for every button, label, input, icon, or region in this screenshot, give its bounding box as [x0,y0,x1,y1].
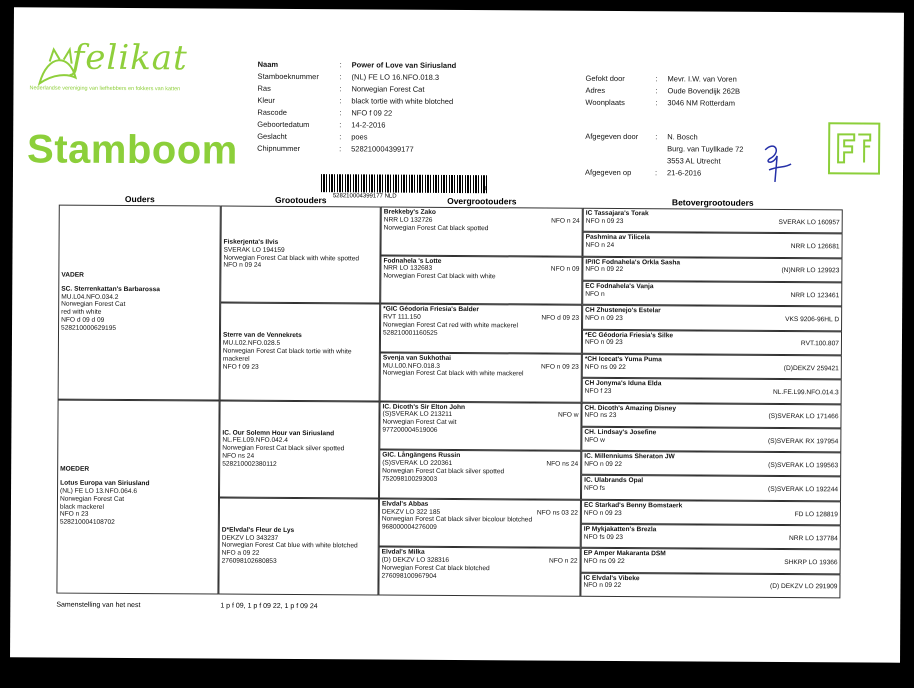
great-great-grandparent-cell [581,451,841,477]
great-grandparent-code: NFO n 09 23 [541,363,579,371]
grandparent-line: Norwegian Forest Cat black tortie with white mackerel [222,347,352,363]
great-grandparent-desc: Norwegian Forest Cat red with white mackerel [383,321,518,330]
great-grandparent-name: Brekkeby's Zako [383,208,436,216]
great-grandparent-cell [379,450,581,500]
ggg-name: Pashmina av Tilicela [585,234,651,242]
great-great-grandparent-cell [582,305,842,331]
parent-line: 528210000629195 [61,324,117,332]
great-grandparent-reg: RVT 111.150 [383,313,421,321]
great-grandparent-reg: NRR LO 132683 [383,264,433,273]
grandparent-line: DEKZV LO 343237 [221,534,279,542]
ggg-name: IC Elvdal's Vibeke [583,574,640,582]
ggg-name: IC Tassajara's Torak [585,209,649,218]
ggg-regline [584,534,838,543]
ggg-regline [584,485,838,494]
ggg-reg: NRR LO 123461 [790,291,840,300]
great-great-grandparent-cell [581,475,841,501]
ggg-name: EC Starkad's Benny Bomstaerk [583,501,683,510]
great-grandparent-code: NFO n 24 [551,217,580,225]
breeder-info-key: Woonplaats [585,97,625,108]
ggg-name: CH. Lindsay's Josefine [584,428,657,437]
grandparent-name: D*Elvdal's Fleur de Lys [221,526,295,534]
cat-info-row: Stamboeknummer : (NL) FE LO 16.NFO.018.3 [257,71,440,82]
great-grandparent-cell [379,498,581,548]
logo-wordmark: felikat [71,37,188,79]
issued-by-city: 3553 AL Utrecht [667,156,721,166]
parent-line: black mackerel [59,503,104,511]
grandparent-cell [220,303,381,401]
ggg-reg: SVERAK LO 160957 [778,218,840,227]
great-grandparent-desc: Norwegian Forest Cat black with white [383,272,496,281]
great-great-grandparent-cell [582,281,842,307]
great-grandparent-name: Svenja van Sukhothai [382,354,452,362]
great-grandparent-reg: MU.L00.NFO.018.3 [382,362,441,370]
great-great-grandparent-cell [581,500,841,526]
cat-info-key: Naam [257,59,279,69]
ggg-regline [583,582,837,591]
great-great-grandparent-cell [582,329,842,355]
ggg-regline [585,266,839,275]
great-great-grandparent-cell [581,548,841,574]
ggg-regline [584,461,838,470]
great-grandparent-name: Fodnahela 's Lotte [383,257,442,265]
ggg-code: NFO n 09 22 [585,266,624,274]
grandparent-name: Sterre van de Vennekrets [222,331,302,340]
great-grandparent-code: NFO ns 24 [546,460,579,468]
grandparent-name: Fiskerjenta's Ilvis [223,238,279,246]
cat-info-row: Chipnummer : 528210004399177 [257,143,414,154]
grandparent-name: IC. Our Solemn Hour van Siriusland [222,429,335,437]
chip-barcode [321,174,489,193]
great-grandparent-chip: 752098100293003 [382,475,438,483]
ggg-reg: NRR LO 126681 [790,243,840,251]
ggg-reg: (S)SVERAK LO 192244 [768,486,839,494]
breeder-info-row: Gefokt door : Mevr. I.W. van Voren [585,73,737,84]
ggg-code: NFO w [584,436,605,444]
great-great-grandparent-cell [583,208,843,234]
ggg-reg: RVT.100.807 [800,340,839,348]
parent-role: MOEDER [60,466,90,474]
parent-name: Lotus Europa van Siriusland [60,479,150,488]
great-grandparent-code: NFO ns 03 22 [536,509,578,517]
ggg-code: NFO n 09 23 [585,314,623,323]
parent-line: NFO n 23 [59,511,89,519]
barcode-text: 528210004399177 NLD [332,193,397,200]
grandparent-line: Norwegian Forest Cat black with white spotted [223,254,360,263]
ggg-code: NFO n 24 [585,241,615,250]
cat-info-key: Ras [257,83,271,93]
ggg-regline [584,509,838,518]
ggg-regline [584,436,838,445]
great-grandparent-reg: (S)SVERAK LO 220361 [382,459,453,467]
col-great-grandparents: Overgrootouders [447,195,517,207]
grandparent-line: Norwegian Forest Cat black silver spotted [222,444,345,453]
great-grandparent-desc: Norwegian Forest Cat black silver bicolour blotched [381,515,533,524]
great-grandparent-desc: Norwegian Forest Cat black silver spotted [382,467,505,476]
great-great-grandparent-cell [581,524,841,550]
grandparent-line: MU.L02.NFO.028.5 [222,339,281,348]
cat-info-key: Geslacht [257,131,287,141]
ggg-regline [585,339,839,348]
great-grandparent-name: IC. Dicoth's Sir Elton John [382,403,466,411]
ggg-reg: (D) DEKZV LO 291909 [770,583,838,591]
cat-info-value: Norwegian Forest Cat [351,84,425,94]
great-grandparent-desc: Norwegian Forest Cat black with white mackerel [382,370,524,378]
great-great-grandparent-cell [582,232,842,258]
cat-info-key: Stamboeknummer [257,71,319,82]
great-great-grandparent-cell [582,256,842,282]
parent-line: Norwegian Forest Cat [59,495,125,503]
ggg-reg: (S)SVERAK LO 199563 [768,461,839,470]
great-great-grandparent-cell [581,427,841,453]
breeder-info-row: Woonplaats : 3046 NM Rotterdam [585,97,735,108]
page-title: Stamboom [26,127,238,173]
grandparent-line: NFO f 09 23 [222,363,259,371]
grandparent-line: NFO ns 24 [222,452,255,460]
ef-logo-icon [828,122,880,174]
parent-line: red with white [61,308,102,316]
issued-by: Afgegeven door : N. Bosch Burg. van Tuyllkade 72 3553 AL Utrecht [585,131,744,166]
signature-icon [755,140,795,184]
grandparent-line: NL.FE.L09.NFO.042.4 [222,436,288,445]
parent-line: NFO d 09 d 09 [61,316,105,324]
great-grandparent-reg: (S)SVERAK LO 213211 [382,410,453,419]
ggg-name: EP Amper Makaranta DSM [583,550,666,558]
parent-line: MU.L04.NFO.034.2 [61,293,119,301]
issued-by-label: Afgegeven door [585,131,639,142]
breeder-info-value: Mevr. I.W. van Voren [667,74,737,84]
ggg-regline [584,558,838,567]
great-grandparent-cell [380,304,582,354]
pedigree-document [10,7,904,662]
ggg-code: NFO fs [584,485,605,493]
parent-line: (NL) FE LO 13.NFO.064.6 [60,487,138,496]
ggg-reg: FD LO 128819 [794,510,838,518]
col-grandparents: Grootouders [275,194,327,206]
ggg-reg: (S)SVERAK RX 197954 [767,437,839,445]
grandparent-cell [218,497,379,595]
parent-cell [58,205,221,400]
ggg-name: EC Fodnahela's Vanja [585,282,654,291]
ggg-code: NFO n 09 23 [584,339,623,347]
ggg-regline [586,218,840,227]
ggg-code: NFO ns 09 22 [584,363,626,371]
great-grandparent-code: NFO n 22 [549,557,578,565]
col-parents: Ouders [124,193,155,205]
great-great-grandparent-cell [582,378,842,404]
cat-info-key: Chipnummer [257,143,301,154]
ggg-name: *EC Géodoria Friesia's Silke [584,331,674,339]
breeder-info-value: Oude Bovendijk 262B [667,86,741,96]
breeder-info-key: Gefokt door [585,73,625,84]
ggg-code: NFO n 09 22 [584,460,622,468]
great-grandparent-cell [378,547,580,597]
great-grandparent-chip: 528210001160525 [382,329,438,337]
barcode-mark: 3 [482,186,487,193]
cat-info-row: Kleur : black tortie with white blotched [257,95,454,106]
great-great-grandparent-cell [581,402,841,428]
ggg-regline [585,363,839,372]
cat-info-key: Kleur [257,95,275,105]
cat-info-value: 528210004399177 [351,144,414,154]
parent-name: SC. Sterrenkattan's Barbarossa [61,285,160,293]
cat-info-value: black tortie with white blotched [351,96,454,106]
cat-info [257,59,456,156]
ggg-reg: (D)DEKZV 259421 [783,364,839,373]
grandparent-line: Norwegian Forest Cat blue with white blotched [221,542,358,550]
issued-by-address: Burg. van Tuyllkade 72 [667,144,744,154]
cat-info-row: Rascode : NFO f 09 22 [257,107,393,118]
great-grandparent-desc: Norwegian Forest Cat black blotched [381,564,490,573]
ggg-code: NFO n 09 23 [585,217,624,225]
ggg-name: CH Jonyma's Iduna Elda [584,379,662,388]
cat-info-value: poes [351,132,368,142]
ggg-code: NFO ns 09 22 [583,557,625,566]
ggg-name: CH. Dicoth's Amazing Disney [584,404,677,412]
great-grandparent-name: Elvdal's Abbas [381,500,429,508]
ggg-regline [584,412,838,421]
cat-info-key: Rascode [257,107,287,117]
logo-tagline: Nederlandse vereniging van liefhebbers en fokkers van katten [29,85,181,93]
grandparent-line: NFO a 09 22 [221,549,260,558]
grandparent-line: NFO n 09 24 [223,261,262,270]
ggg-reg: VKS 9206-96HL D [785,316,840,324]
breeder-info-value: 3046 NM Rotterdam [667,98,735,108]
great-grandparent-code: NFO d 09 23 [541,314,580,322]
cat-info-value: (NL) FE LO 16.NFO.018.3 [351,72,440,82]
cat-info-value: 14-2-2016 [351,120,386,130]
ggg-code: NFO n [585,290,605,298]
great-grandparent-cell [380,352,582,402]
great-grandparent-chip: 977200004519006 [382,426,438,434]
ggg-reg: NRR LO 137784 [788,534,838,543]
ggg-reg: NL.FE.L99.NFO.014.3 [773,388,839,397]
grandparent-cell [219,400,380,498]
ggg-code: NFO n 09 23 [583,509,622,517]
litter-value: 1 p f 09, 1 p f 09 22, 1 p f 09 24 [220,602,318,611]
cat-info-value: NFO f 09 22 [351,108,393,118]
ggg-code: NFO n 09 22 [583,582,622,590]
great-grandparent-cell [380,255,582,305]
grandparent-line: 276098102680853 [221,557,277,565]
great-grandparent-cell [379,401,581,451]
grandparent-line: 528210002380112 [222,460,277,468]
ggg-name: IP Mykjakatten's Brezla [583,525,657,534]
great-grandparent-name: GIC. Långängens Russin [382,451,461,460]
issued-on-date: 21-6-2016 [666,168,702,178]
ggg-code: NFO ns 23 [584,412,617,420]
ggg-name: IC. Ulabrands Opal [584,477,644,485]
great-grandparent-reg: DEKZV LO 322 185 [381,508,441,516]
ggg-name: IP/IC Fodnahela's Orkla Sasha [585,258,681,266]
parent-cell [56,399,219,594]
issued-on: Afgegeven op : 21-6-2016 [584,167,702,178]
ggg-regline [586,242,840,251]
parent-role: VADER [61,271,84,279]
great-grandparent-name: *GIC Géodoria Friesia's Balder [383,305,479,314]
breeder-info-key: Adres [585,85,606,95]
parent-line: 528210004108702 [59,518,115,527]
ggg-regline [585,291,839,300]
great-grandparent-chip: 968000004276009 [381,523,437,532]
great-grandparent-desc: Norwegian Forest Cat wit [382,418,457,427]
ggg-reg: SHKRP LO 19366 [784,559,838,567]
great-great-grandparent-cell [580,572,840,598]
great-grandparent-chip: 276098100967904 [381,572,437,580]
cat-info-key: Geboortedatum [257,119,310,130]
grandparent-line: SVERAK LO 194159 [223,246,285,254]
cat-info-value: Power of Love van Siriusland [351,60,457,70]
ggg-regline [585,315,839,324]
parent-line: Norwegian Forest Cat [61,300,126,309]
cat-info-row: Ras : Norwegian Forest Cat [257,83,425,94]
col-great-great-grandparents: Betovergrootouders [671,197,754,208]
cat-info-row: Geslacht : poes [257,131,368,142]
litter-label: Samenstelling van het nest [56,601,141,610]
grandparent-cell [220,206,381,304]
great-grandparent-reg: NRR LO 132726 [383,216,433,224]
breeder-info-row: Adres : Oude Bovendijk 262B [585,85,741,96]
ggg-name: *CH Icecat's Yuma Puma [584,355,662,364]
ggg-code: NFO f 23 [584,387,612,395]
great-grandparent-name: Elvdal's Milka [381,548,425,557]
cat-info-row: Naam : Power of Love van Siriusland [257,59,457,70]
breeder-info [585,73,740,110]
ggg-name: CH Zhustenejo's Estelar [585,307,661,315]
great-grandparent-cell [380,207,582,257]
great-grandparent-reg: (D) DEKZV LO 328316 [381,556,450,565]
ggg-reg: (S)SVERAK LO 171466 [768,413,839,421]
great-great-grandparent-cell [582,354,842,380]
great-grandparent-code: NFO n 09 [550,265,580,274]
ggg-name: IC. Millenniums Sheraton JW [584,452,675,461]
cat-info-row: Geboortedatum : 14-2-2016 [257,119,386,130]
issued-by-name: N. Bosch [667,132,698,142]
ggg-reg: (N)NRR LO 129923 [781,267,840,275]
ggg-code: NFO fs 09 23 [583,533,624,541]
great-grandparent-desc: Norwegian Forest Cat black spotted [383,224,489,232]
ggg-regline [585,388,839,397]
issued-on-label: Afgegeven op [584,167,632,178]
great-grandparent-code: NFO w [557,411,579,420]
